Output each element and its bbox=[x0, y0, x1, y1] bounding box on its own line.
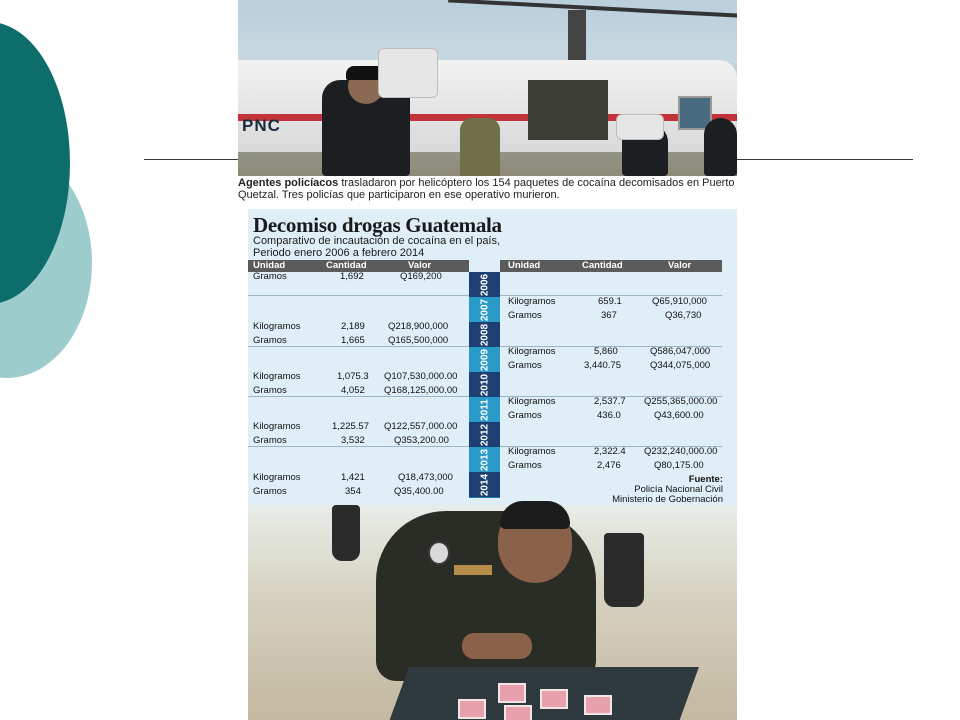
table-row: Gramos 3,532 Q353,200.00 bbox=[253, 435, 449, 446]
infographic bbox=[248, 209, 737, 720]
officer-figure bbox=[704, 118, 737, 176]
title-rule-right bbox=[737, 159, 913, 160]
table-row: Kilogramos 1,421 Q18,473,000 bbox=[253, 472, 453, 483]
table-row: Gramos 1,665 Q165,500,000 bbox=[253, 335, 449, 346]
package-label bbox=[504, 705, 532, 720]
photo-caption bbox=[238, 177, 738, 207]
source-label: Fuente: bbox=[688, 474, 723, 485]
infographic-subtitle: Comparativo de incautación de cocaína en el país, bbox=[253, 235, 501, 247]
year-label: 2014 bbox=[469, 472, 500, 497]
row-separator bbox=[248, 295, 469, 296]
helicopter-door bbox=[528, 80, 608, 140]
infographic-period: Periodo enero 2006 a febrero 2014 bbox=[253, 247, 425, 259]
source-line-2: Ministerio de Gobernación bbox=[612, 494, 723, 505]
soldier-figure bbox=[460, 118, 500, 176]
table-header-right bbox=[500, 260, 722, 272]
table-row: Kilogramos 2,537.7 Q255,365,000.00 bbox=[508, 396, 718, 407]
header-unidad: Unidad bbox=[508, 260, 541, 271]
table-row: Gramos 2,476 Q80,175.00 bbox=[508, 460, 704, 471]
table-row: Kilogramos 659.1 Q65,910,000 bbox=[508, 296, 707, 307]
year-label: 2013 bbox=[469, 447, 500, 472]
officer-photo bbox=[248, 505, 737, 720]
header-valor: Valor bbox=[668, 260, 692, 271]
year-label: 2008 bbox=[469, 322, 500, 347]
officer-hair bbox=[500, 501, 570, 529]
drug-package bbox=[616, 114, 664, 140]
table-row: Gramos 354 Q35,400.00 bbox=[253, 486, 444, 497]
year-label: 2009 bbox=[469, 347, 500, 372]
helicopter-photo bbox=[238, 0, 737, 176]
table-row: Gramos 436.0 Q43,600.00 bbox=[508, 410, 704, 421]
boot bbox=[332, 505, 360, 561]
source-note bbox=[612, 475, 723, 505]
table-row: Kilogramos 1,225.57 Q122,557,000.00 bbox=[253, 421, 458, 432]
row-separator bbox=[248, 396, 469, 397]
header-valor: Valor bbox=[408, 260, 432, 271]
year-label: 2007 bbox=[469, 297, 500, 322]
shoulder-patch bbox=[428, 541, 450, 565]
table-row: Kilogramos 5,860 Q586,047,000 bbox=[508, 346, 711, 357]
package-label bbox=[498, 683, 526, 703]
boot bbox=[604, 533, 644, 607]
caption-bold: Agentes policíacos bbox=[238, 177, 339, 189]
package-label bbox=[458, 699, 486, 719]
helicopter-rotor bbox=[448, 0, 737, 18]
officer-hands bbox=[462, 633, 532, 659]
table-row: Kilogramos 2,322.4 Q232,240,000.00 bbox=[508, 446, 718, 457]
year-label: 2010 bbox=[469, 372, 500, 397]
package-label bbox=[540, 689, 568, 709]
drug-package bbox=[378, 48, 438, 98]
header-cantidad: Cantidad bbox=[326, 260, 367, 271]
table-row: Kilogramos 1,075.3 Q107,530,000.00 bbox=[253, 371, 458, 382]
table-row: Gramos 1,692 Q169,200 bbox=[253, 271, 442, 282]
name-tag bbox=[454, 565, 492, 575]
year-label: 2012 bbox=[469, 422, 500, 447]
row-separator bbox=[248, 446, 469, 447]
year-label: 2006 bbox=[469, 272, 500, 297]
year-label: 2011 bbox=[469, 397, 500, 422]
table-row: Gramos 4,052 Q168,125,000.00 bbox=[253, 385, 458, 396]
header-unidad: Unidad bbox=[253, 260, 286, 271]
table-row: Gramos 3,440.75 Q344,075,000 bbox=[508, 360, 711, 371]
package-label bbox=[584, 695, 612, 715]
infographic-title: Decomiso drogas Guatemala bbox=[253, 213, 502, 237]
source-line-1: Policía Nacional Civil bbox=[634, 484, 723, 495]
table-row: Kilogramos 2,189 Q218,900,000 bbox=[253, 321, 449, 332]
row-separator bbox=[248, 346, 469, 347]
header-cantidad: Cantidad bbox=[582, 260, 623, 271]
title-rule-left bbox=[144, 159, 238, 160]
caption-text: trasladaron por helicóptero los 154 paquetes de cocaína decomisados en Puerto Quetzal. Tres policías que participaron en ese operativo murieron. bbox=[238, 177, 735, 201]
helicopter-label: PNC bbox=[242, 116, 281, 135]
table-row: Gramos 367 Q36,730 bbox=[508, 310, 702, 321]
